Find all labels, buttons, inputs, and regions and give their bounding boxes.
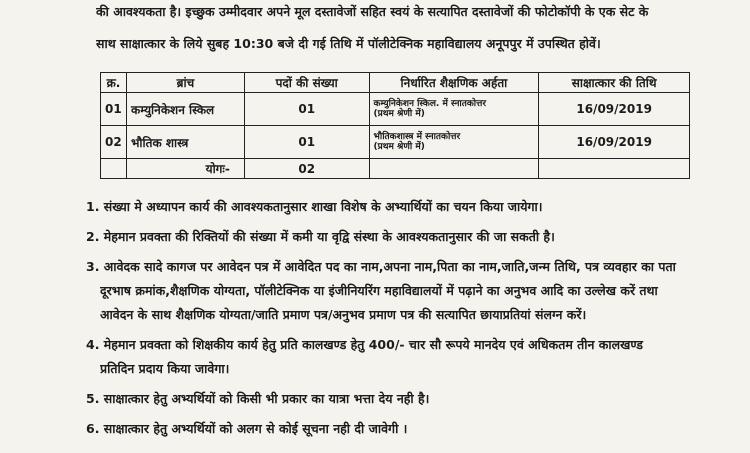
note-6: 6. साक्षात्कार हेतु अभ्यर्थियों को अलग से कोई सूचना नही दी जावेगी । — [86, 421, 408, 436]
row-posts: 01 — [244, 93, 369, 126]
row-branch: भौतिक शास्त्र — [126, 126, 244, 159]
header-branch: ब्रांच — [126, 73, 244, 93]
note-2: 2. मेहमान प्रवक्ता की रिक्तियों की संख्या में कमी या वृद्वि संस्था के आवश्यकतानुसार की जा सकती है। — [86, 229, 555, 244]
row-sno: 02 — [101, 126, 127, 159]
posts-table — [100, 72, 690, 179]
intro-line-1: की आवश्यकता है। इच्छुक उम्मीदवार अपने मूल दस्तावेजों सहित स्वयं के सत्यापित दस्तावेजों की फोटोकॉपी के एक सेट के — [96, 4, 649, 19]
row-date: 16/09/2019 — [539, 93, 690, 126]
qualification-line-2: (प्रथम श्रेणी में) — [373, 142, 425, 152]
header-interview-date: साक्षात्कार की तिथि — [539, 73, 690, 93]
table-row — [101, 93, 690, 126]
note-3-line-1: 3. आवेदक सादे कागज पर आवेदन पत्र में आवेदित पद का नाम,अपना नाम,पिता का नाम,जाति,जन्म तिथि, पत्र व्यवहार का पता — [86, 259, 676, 274]
note-4-line-2: प्रतिदिन प्रदाय किया जावेगा। — [100, 361, 230, 376]
qualification-line-1: कम्युनिकेशन स्किल. में स्नातकोत्तर — [373, 99, 487, 109]
row-sno: 01 — [101, 93, 127, 126]
row-branch: कम्युनिकेशन स्किल — [126, 93, 244, 126]
note-3-line-2: दूरभाष क्रमांक,शैक्षणिक योग्यता, पॉलीटेक्निक या इंजीनियरिंग महाविद्यालयों में पढ़ाने का अनुभव आदि का उल्लेख करें तथा — [100, 283, 658, 298]
table-header-row — [101, 73, 690, 93]
row-date: 16/09/2019 — [539, 126, 690, 159]
total-value: 02 — [244, 159, 369, 179]
row-qualification — [369, 93, 539, 126]
table-total-row — [101, 159, 690, 179]
note-1: 1. संख्या मे अध्यापन कार्य की आवश्यकतानुसार शाखा विशेष के अभ्यार्थियों का चयन किया जायेगा। — [86, 199, 543, 214]
note-5: 5. साक्षात्कार हेतु अभ्यर्थियों को किसी भी प्रकार का यात्रा भत्ता देय नही है। — [86, 391, 430, 406]
row-posts: 01 — [244, 126, 369, 159]
row-qualification — [369, 126, 539, 159]
qualification-line-1: भौतिकशास्त्र में स्नातकोत्तर — [373, 132, 461, 142]
table-row — [101, 126, 690, 159]
header-qualification: निर्धारित शैक्षणिक अर्हता — [369, 73, 539, 93]
cropped-next-line — [100, 443, 600, 453]
header-sno: क्र. — [101, 73, 127, 93]
header-posts: पदों की संख्या — [244, 73, 369, 93]
qualification-line-2: (प्रथम श्रेणी में) — [373, 109, 425, 119]
note-3-line-3: आवेदन के साथ शैक्षणिक योग्यता/जाति प्रमाण पत्र/अनुभव प्रमाण पत्र की सत्यापित छायाप्रतियां संलग्न करें। — [100, 307, 587, 322]
note-4-line-1: 4. मेहमान प्रवक्ता को शिक्षकीय कार्य हेतु प्रति कालखण्ड हेतु 400/- चार सौ रूपये मानदेय एवं अधिकतम तीन कालखण्ड — [86, 337, 643, 352]
intro-line-2: साथ साक्षात्कार के लिये सुबह 10:30 बजे दी गई तिथि में पॉलीटेक्निक महाविद्यालय अनूपपुर में उपस्थित होवें। — [96, 36, 601, 51]
total-label: योगः- — [126, 159, 244, 179]
